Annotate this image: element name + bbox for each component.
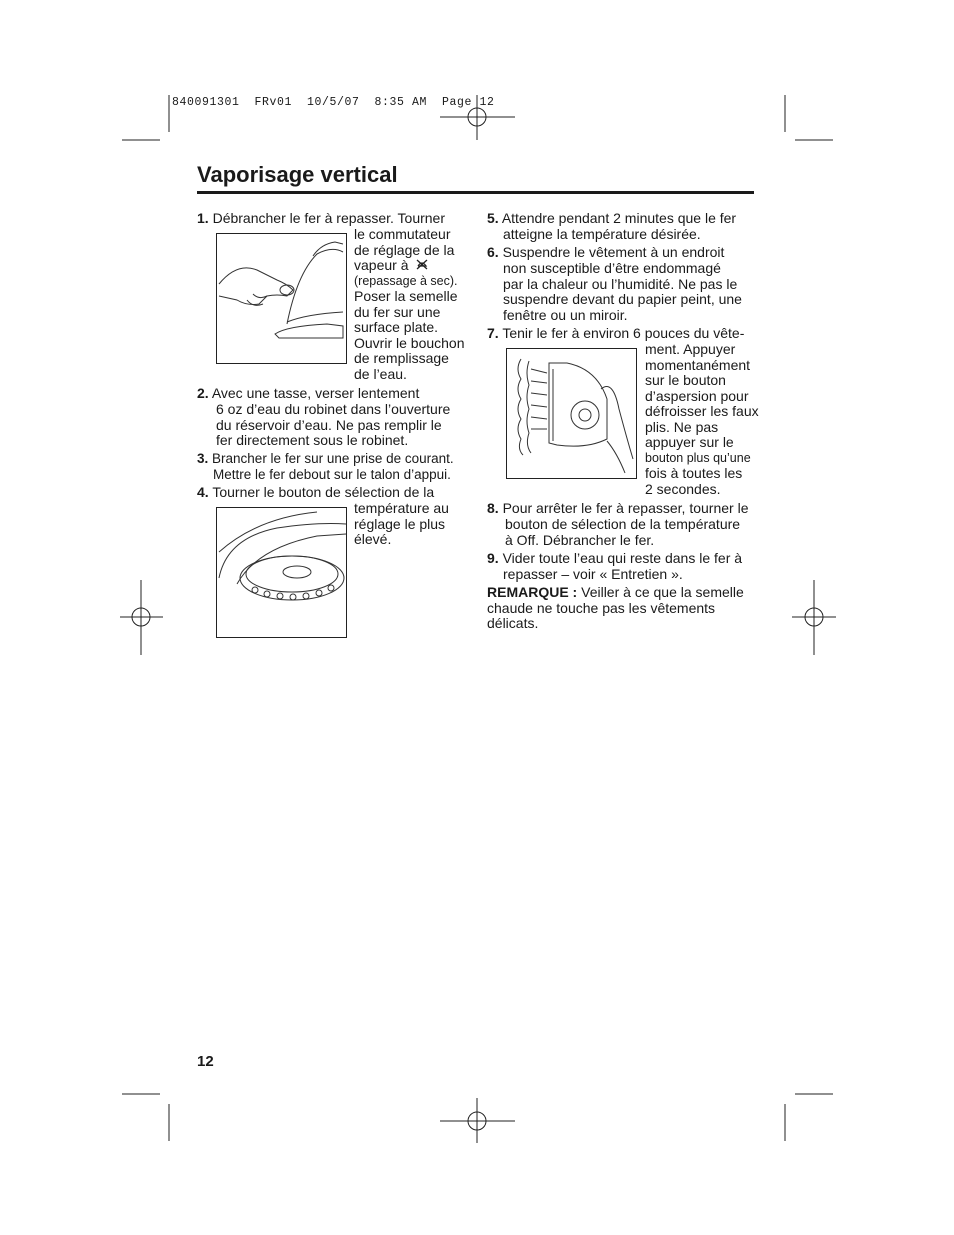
page-number: 12 [197,1053,214,1070]
step-7-wrap [645,342,759,497]
step-5-number: 5. [487,210,499,226]
step-1-text: Débrancher le fer à repasser. Tourner [212,210,445,226]
step-7-wrap-line: d’aspersion pour [645,387,749,404]
step-1-wrap-line: de réglage de la [354,241,455,258]
step-1-line [197,211,445,227]
dry-iron-icon [415,258,429,271]
step-2-line: fer directement sous le robinet. [216,432,409,448]
step-8-line: à Off. Débrancher le fer. [505,531,655,548]
step-7-wrap-line: fois à toutes les [645,465,743,481]
step-6-number: 6. [487,244,499,260]
figure-iron-dial-hand [216,233,347,364]
step-4-number: 4. [197,484,209,500]
step-6-line: par la chaleur ou l’humidité. Ne pas le [503,275,738,292]
figure-temperature-dial [216,507,347,638]
step-6-cont [503,261,742,323]
step-5 [487,211,736,227]
step-1-note: (repassage à sec). [354,273,458,288]
step-5-line: atteigne la température désirée. [503,226,701,242]
step-4-wrap-line: température au [354,500,449,516]
remarque-label: REMARQUE : [487,584,578,600]
step-9 [487,551,742,567]
step-6-line: Suspendre le vêtement à un endroit [502,244,725,260]
step-9-line: repasser – voir « Entretien ». [503,566,683,582]
step-1-wrap-line: de l’eau. [354,365,407,382]
step-1-number: 1. [197,210,209,226]
step-7-wrap-line: sur le bouton [645,372,726,388]
title-rule [197,191,754,194]
step-3 [197,451,454,467]
step-2-cont [216,402,450,449]
step-1-wrap-line: vapeur à [354,258,465,274]
remarque-line: Veiller à ce que la semelle [581,584,744,600]
step-9-number: 9. [487,550,499,566]
step-7 [487,326,744,342]
step-7-wrap-line: ment. Appuyer [645,341,736,357]
step-7-wrap-line: momentanément [645,356,751,373]
remarque-note [487,585,744,632]
step-1-wrap-line: de remplissage [354,350,449,366]
step-3-line: Brancher le fer sur une prise de courant. [212,451,454,466]
step-6-line: non susceptible d’être endommagé [503,260,721,276]
temperature-dial-illustration [217,508,346,637]
step-1-wrap-line: surface plate. [354,319,439,335]
step-1-wrap [354,227,465,382]
step-8-number: 8. [487,500,499,516]
step-1-wrap-line: Poser la semelle [354,288,458,304]
step-4-wrap [354,501,449,548]
steam-iron-illustration [507,349,636,478]
print-slug: 840091301 FRv01 10/5/07 8:35 AM Page 12 [172,96,495,109]
step-1-wrap-line: le commutateur [354,226,451,242]
step-7-number: 7. [487,325,499,341]
step-7-wrap-line: défroisser les faux [645,403,759,419]
step-2-number: 2. [197,385,209,401]
step-3-line: Mettre le fer debout sur le talon d’appui. [213,467,451,482]
step-1-wrap-line: du fer sur une [354,303,441,320]
figure-steam-garment [506,348,637,479]
remarque-line: chaude ne touche pas les vêtements [487,599,716,616]
step-7-line: Tenir le fer à environ 6 pouces du vête- [502,325,745,341]
step-2-line: Avec une tasse, verser lentement [211,385,420,401]
step-2-line: du réservoir d’eau. Ne pas remplir le [216,416,442,433]
step-7-wrap-line: bouton plus qu’une [645,450,751,465]
step-6-line: suspendre devant du papier peint, une [503,291,742,307]
step-9-line: Vider toute l’eau qui reste dans le fer à [502,550,743,566]
step-4-wrap-line: élevé. [354,531,392,547]
step-7-wrap-line: 2 secondes. [645,480,721,497]
step-4-line: Tourner le bouton de sélection de la [212,484,435,500]
step-2 [197,386,419,402]
step-6-line: fenêtre ou un miroir. [503,306,628,323]
step-2-line: 6 oz d’eau du robinet dans l’ouverture [216,401,451,417]
step-4 [197,485,434,501]
step-5-line: Attendre pendant 2 minutes que le fer [501,210,737,226]
step-1-wrap-line: Ouvrir le bouchon [354,334,465,351]
step-7-wrap-line: appuyer sur le [645,434,734,450]
iron-hand-illustration [217,234,346,363]
step-3-number: 3. [197,451,209,466]
step-8-cont [505,517,740,548]
step-8-line: Pour arrêter le fer à repasser, tourner le [502,500,749,516]
step-8-line: bouton de sélection de la température [505,516,741,532]
remarque-line: délicats. [487,615,539,631]
step-6 [487,245,724,261]
step-8 [487,501,748,517]
step-4-wrap-line: réglage le plus [354,515,446,532]
step-7-wrap-line: plis. Ne pas [645,418,719,435]
page-title: Vaporisage vertical [197,162,398,187]
